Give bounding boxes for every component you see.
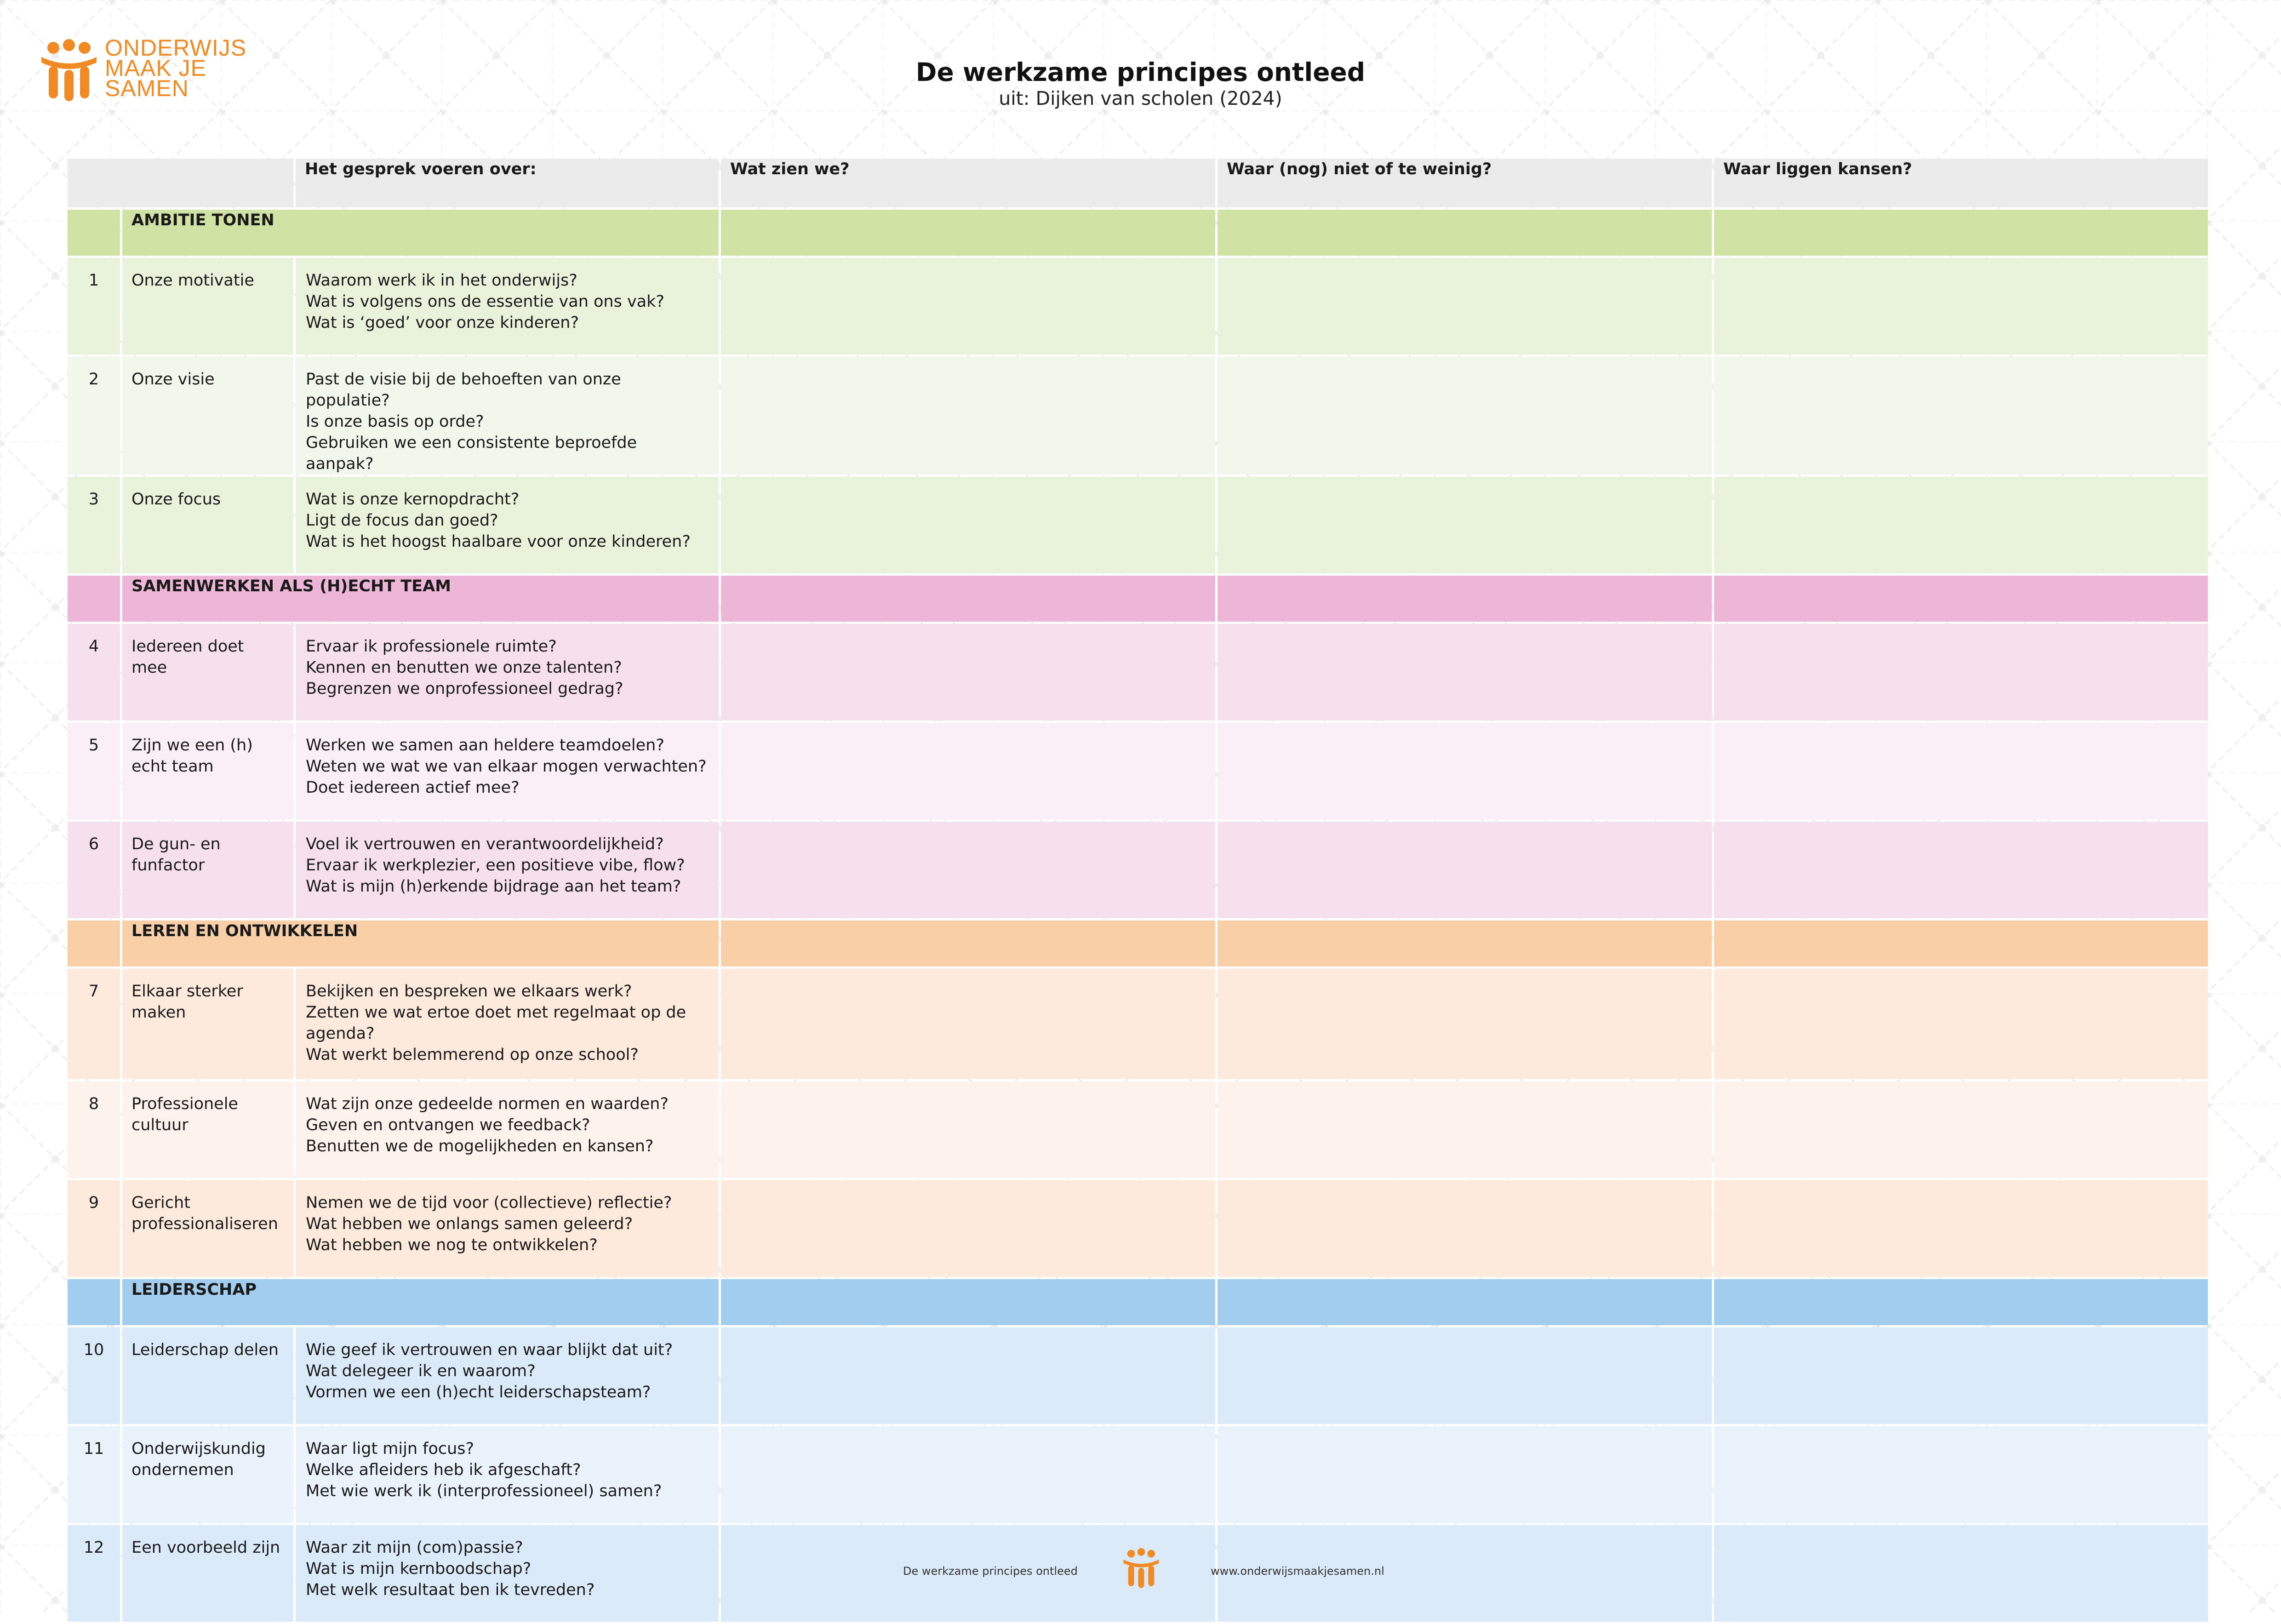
section-header-row bbox=[68, 921, 2208, 966]
row-topic: Onze motivatie bbox=[122, 258, 293, 355]
table-row bbox=[68, 624, 2208, 721]
answer-niet-cell[interactable] bbox=[1218, 822, 1712, 918]
question: Wat delegeer ik en waarom? bbox=[306, 1362, 536, 1380]
section-title: LEIDERSCHAP bbox=[131, 1281, 257, 1299]
page-title: De werkzame principes ontleed bbox=[915, 57, 1366, 87]
table-row bbox=[68, 357, 2208, 475]
table-header-row bbox=[68, 159, 2208, 207]
question: Wat is het hoogst haalbare voor onze kinderen? bbox=[306, 532, 691, 551]
question: Wat is mijn (h)erkende bijdrage aan het team? bbox=[306, 877, 681, 896]
section-title-cell bbox=[122, 576, 719, 622]
row-number: 6 bbox=[68, 822, 120, 918]
row-number: 10 bbox=[68, 1327, 120, 1424]
question: Voel ik vertrouwen en verantwoordelijkheid? bbox=[306, 835, 664, 853]
question: Wat hebben we nog te ontwikkelen? bbox=[306, 1236, 598, 1254]
question: Vormen we een (h)echt leiderschapsteam? bbox=[306, 1383, 651, 1401]
question: Met wie werk ik (interprofessioneel) samen? bbox=[306, 1482, 662, 1500]
answer-zien-cell[interactable] bbox=[721, 258, 1215, 355]
row-number: 1 bbox=[68, 258, 120, 355]
section-title-cell bbox=[122, 1279, 719, 1325]
row-topic: Onze focus bbox=[122, 477, 293, 573]
section-cell-kansen bbox=[1714, 576, 2208, 622]
section-samenwerken bbox=[68, 576, 2208, 918]
header-niet bbox=[1218, 159, 1712, 207]
question: Begrenzen we onprofessioneel gedrag? bbox=[306, 680, 623, 698]
question: Nemen we de tijd voor (collectieve) reflectie? bbox=[306, 1194, 672, 1212]
table-row bbox=[68, 822, 2208, 918]
answer-zien-cell[interactable] bbox=[721, 969, 1215, 1079]
question: Waar zit mijn (com)passie? bbox=[306, 1538, 523, 1557]
section-header-row bbox=[68, 576, 2208, 622]
row-topic: Gericht professionaliseren bbox=[122, 1180, 293, 1277]
section-title: AMBITIE TONEN bbox=[131, 211, 274, 229]
row-number: 11 bbox=[68, 1426, 120, 1523]
row-questions bbox=[296, 1525, 719, 1622]
row-questions bbox=[296, 357, 719, 475]
section-header-row bbox=[68, 1279, 2208, 1325]
row-topic: Iedereen doet mee bbox=[122, 624, 293, 721]
section-marker bbox=[68, 576, 120, 622]
section-cell-zien bbox=[721, 576, 1215, 622]
footer-doc-title: De werkzame principes ontleed bbox=[903, 1565, 1078, 1578]
section-cell-kansen bbox=[1714, 210, 2208, 256]
section-leren bbox=[68, 921, 2208, 1277]
row-number: 4 bbox=[68, 624, 120, 721]
answer-kansen-cell[interactable] bbox=[1714, 1081, 2208, 1178]
answer-zien-cell[interactable] bbox=[721, 1327, 1215, 1424]
row-topic: Zijn we een (h) echt team bbox=[122, 723, 293, 819]
question: Past de visie bij de behoeften van onze populatie? bbox=[306, 370, 621, 410]
section-marker bbox=[68, 210, 120, 256]
row-number: 12 bbox=[68, 1525, 120, 1622]
question: Doet iedereen actief mee? bbox=[306, 778, 520, 797]
row-number: 5 bbox=[68, 723, 120, 819]
header-blank bbox=[68, 159, 293, 207]
section-marker bbox=[68, 921, 120, 966]
header-gesprek-label: Het gesprek voeren over: bbox=[305, 160, 537, 178]
question: Ervaar ik professionele ruimte? bbox=[306, 637, 557, 656]
answer-zien-cell[interactable] bbox=[721, 1081, 1215, 1178]
row-questions bbox=[296, 258, 719, 355]
answer-niet-cell[interactable] bbox=[1218, 258, 1712, 355]
row-topic: Onderwijskundig ondernemen bbox=[122, 1426, 293, 1523]
question: Wat hebben we onlangs samen geleerd? bbox=[306, 1215, 633, 1233]
section-cell-niet bbox=[1218, 576, 1712, 622]
section-cell-niet bbox=[1218, 921, 1712, 966]
section-title-cell bbox=[122, 210, 719, 256]
row-questions bbox=[296, 1327, 719, 1424]
answer-kansen-cell[interactable] bbox=[1714, 822, 2208, 918]
row-number: 8 bbox=[68, 1081, 120, 1178]
row-number: 9 bbox=[68, 1180, 120, 1277]
question: Zetten we wat ertoe doet met regelmaat op de agenda? bbox=[306, 1003, 686, 1043]
question: Is onze basis op orde? bbox=[306, 412, 484, 431]
answer-kansen-cell[interactable] bbox=[1714, 1426, 2208, 1523]
row-questions bbox=[296, 822, 719, 918]
row-questions bbox=[296, 624, 719, 721]
answer-niet-cell[interactable] bbox=[1218, 1180, 1712, 1277]
section-title: LEREN EN ONTWIKKELEN bbox=[131, 922, 358, 940]
answer-kansen-cell[interactable] bbox=[1714, 357, 2208, 475]
answer-kansen-cell[interactable] bbox=[1714, 624, 2208, 721]
table-row bbox=[68, 477, 2208, 573]
header-kansen-label: Waar liggen kansen? bbox=[1723, 160, 1912, 178]
answer-niet-cell[interactable] bbox=[1218, 357, 1712, 475]
answer-kansen-cell[interactable] bbox=[1714, 1180, 2208, 1277]
question: Wat werkt belemmerend op onze school? bbox=[306, 1046, 639, 1064]
question: Wat is onze kernopdracht? bbox=[306, 490, 520, 509]
section-title-cell bbox=[122, 921, 719, 966]
table-row bbox=[68, 1327, 2208, 1424]
answer-zien-cell[interactable] bbox=[721, 477, 1215, 573]
row-topic: Een voorbeeld zijn bbox=[122, 1525, 293, 1622]
row-questions bbox=[296, 723, 719, 819]
question: Benutten we de mogelijkheden en kansen? bbox=[306, 1137, 654, 1155]
answer-niet-cell[interactable] bbox=[1218, 1426, 1712, 1523]
question: Ligt de focus dan goed? bbox=[306, 511, 498, 530]
row-topic: Elkaar sterker maken bbox=[122, 969, 293, 1079]
answer-kansen-cell[interactable] bbox=[1714, 723, 2208, 819]
brand-line-3: SAMEN bbox=[105, 75, 189, 101]
section-marker bbox=[68, 1279, 120, 1325]
answer-zien-cell[interactable] bbox=[721, 723, 1215, 819]
row-topic: Leiderschap delen bbox=[122, 1327, 293, 1424]
footer-website-link[interactable]: www.onderwijsmaakjesamen.nl bbox=[1211, 1565, 1384, 1578]
section-cell-kansen bbox=[1714, 921, 2208, 966]
answer-niet-cell[interactable] bbox=[1218, 1081, 1712, 1178]
section-cell-niet bbox=[1218, 1279, 1712, 1325]
row-number: 7 bbox=[68, 969, 120, 1079]
question: Werken we samen aan heldere teamdoelen? bbox=[306, 736, 664, 755]
question: Waarom werk ik in het onderwijs? bbox=[306, 271, 577, 290]
page-subtitle: uit: Dijken van scholen (2024) bbox=[999, 87, 1282, 109]
question: Welke afleiders heb ik afgeschaft? bbox=[306, 1461, 581, 1479]
question: Waar ligt mijn focus? bbox=[306, 1440, 474, 1458]
header-zien-label: Wat zien we? bbox=[730, 160, 850, 178]
question: Wie geef ik vertrouwen en waar blijkt dat uit? bbox=[306, 1341, 673, 1359]
section-cell-kansen bbox=[1714, 1279, 2208, 1325]
answer-zien-cell[interactable] bbox=[721, 1180, 1215, 1277]
row-number: 3 bbox=[68, 477, 120, 573]
header-niet-label: Waar (nog) niet of te weinig? bbox=[1227, 160, 1492, 178]
section-ambitie bbox=[68, 210, 2208, 573]
footer-people-icon bbox=[1120, 1547, 1162, 1589]
answer-kansen-cell[interactable] bbox=[1714, 477, 2208, 573]
question: Wat is ‘goed’ voor onze kinderen? bbox=[306, 314, 579, 332]
answer-zien-cell[interactable] bbox=[721, 822, 1215, 918]
question: Weten we wat we van elkaar mogen verwachten? bbox=[306, 757, 707, 776]
answer-niet-cell[interactable] bbox=[1218, 624, 1712, 721]
row-questions bbox=[296, 969, 719, 1079]
question: Ervaar ik werkplezier, een positieve vibe, flow? bbox=[306, 856, 685, 875]
row-questions bbox=[296, 1180, 719, 1277]
answer-kansen-cell[interactable] bbox=[1714, 258, 2208, 355]
answer-kansen-cell[interactable] bbox=[1714, 1525, 2208, 1622]
answer-kansen-cell[interactable] bbox=[1714, 1327, 2208, 1424]
row-topic: Onze visie bbox=[122, 357, 293, 475]
table-row bbox=[68, 1426, 2208, 1523]
header-gesprek bbox=[296, 159, 719, 207]
section-cell-zien bbox=[721, 1279, 1215, 1325]
question: Wat is mijn kernboodschap? bbox=[306, 1560, 532, 1578]
question: Bekijken en bespreken we elkaars werk? bbox=[306, 982, 632, 1001]
header-zien bbox=[721, 159, 1215, 207]
answer-niet-cell[interactable] bbox=[1218, 477, 1712, 573]
answer-zien-cell[interactable] bbox=[721, 357, 1215, 475]
brand-line-1: ONDERWIJS bbox=[105, 35, 247, 61]
row-questions bbox=[296, 1426, 719, 1523]
answer-niet-cell[interactable] bbox=[1218, 723, 1712, 819]
section-cell-zien bbox=[721, 921, 1215, 966]
answer-niet-cell[interactable] bbox=[1218, 969, 1712, 1079]
question: Gebruiken we een consistente beproefde aanpak? bbox=[306, 434, 637, 473]
question: Wat zijn onze gedeelde normen en waarden? bbox=[306, 1095, 669, 1113]
row-questions bbox=[296, 1081, 719, 1178]
header-kansen bbox=[1714, 159, 2208, 207]
row-questions bbox=[296, 477, 719, 573]
table-row bbox=[68, 723, 2208, 819]
table-row bbox=[68, 258, 2208, 355]
table-row bbox=[68, 969, 2208, 1079]
row-number: 2 bbox=[68, 357, 120, 475]
table-row bbox=[68, 1081, 2208, 1178]
section-title: SAMENWERKEN ALS (H)ECHT TEAM bbox=[131, 577, 452, 595]
question: Geven en ontvangen we feedback? bbox=[306, 1116, 590, 1134]
answer-kansen-cell[interactable] bbox=[1714, 969, 2208, 1079]
answer-niet-cell[interactable] bbox=[1218, 1327, 1712, 1424]
brand-line-2: MAAK JE bbox=[105, 55, 206, 81]
answer-zien-cell[interactable] bbox=[721, 1426, 1215, 1523]
question: Wat is volgens ons de essentie van ons vak? bbox=[306, 292, 664, 311]
answer-zien-cell[interactable] bbox=[721, 624, 1215, 721]
table-row bbox=[68, 1180, 2208, 1277]
question: Kennen en benutten we onze talenten? bbox=[306, 658, 622, 677]
row-topic: Professionele cultuur bbox=[122, 1081, 293, 1178]
row-topic: De gun- en funfactor bbox=[122, 822, 293, 918]
question: Met welk resultaat ben ik tevreden? bbox=[306, 1581, 595, 1599]
principles-table bbox=[65, 156, 2210, 1624]
section-cell-zien bbox=[721, 210, 1215, 256]
section-header-row bbox=[68, 210, 2208, 256]
section-cell-niet bbox=[1218, 210, 1712, 256]
